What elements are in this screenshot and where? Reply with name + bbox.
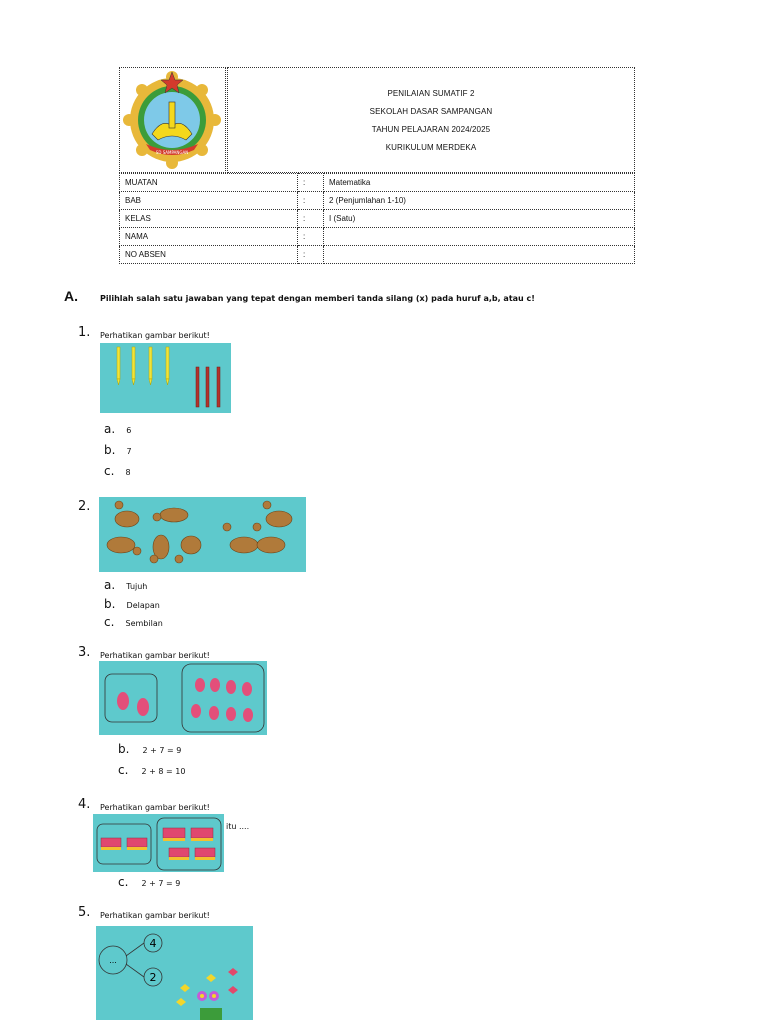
option-letter: b.	[104, 597, 116, 611]
option-b[interactable]	[118, 738, 181, 757]
rabbits-image	[99, 661, 267, 735]
row-sep: :	[298, 192, 324, 210]
row-sep: :	[298, 246, 324, 264]
pencils-illustration	[100, 343, 231, 413]
question-number: 4.	[78, 797, 91, 812]
option-letter: c.	[104, 464, 115, 478]
books-illustration	[93, 814, 224, 872]
option-c[interactable]	[104, 611, 163, 630]
option-letter: c.	[118, 763, 129, 777]
part-bottom-value: 2	[149, 971, 157, 984]
absen-field[interactable]	[324, 246, 635, 264]
butterflies-and-flowers	[176, 968, 238, 1020]
option-value: 2 + 7 = 9	[141, 879, 181, 888]
option-letter: a.	[104, 578, 116, 592]
section-letter: A.	[64, 288, 78, 304]
question-number: 1.	[78, 325, 91, 340]
question-number: 5.	[78, 905, 91, 920]
question-text: Perhatikan gambar berikut!	[100, 803, 210, 812]
row-label: BAB	[120, 192, 298, 210]
question-number: 3.	[78, 645, 91, 660]
option-value: 2 + 7 = 9	[142, 746, 182, 755]
option-a[interactable]	[104, 418, 131, 437]
ducks-illustration	[99, 497, 306, 572]
rabbits-illustration	[99, 661, 267, 735]
logo-text: SD SAMPANGAN	[155, 150, 189, 155]
table-row	[120, 246, 635, 264]
title-line: TAHUN PELAJARAN 2024/2025	[371, 124, 491, 134]
option-letter: c.	[104, 615, 115, 629]
option-letter: a.	[104, 422, 116, 436]
pencils-image	[100, 343, 231, 413]
school-logo-icon	[120, 68, 225, 172]
option-b[interactable]	[104, 439, 132, 458]
table-row	[120, 228, 635, 246]
question-text: Perhatikan gambar berikut!	[100, 651, 210, 660]
row-sep: :	[298, 210, 324, 228]
table-row	[120, 192, 635, 210]
part-top-value: 4	[149, 937, 157, 950]
row-sep: :	[298, 228, 324, 246]
header-table	[119, 67, 635, 270]
row-value: 2 (Penjumlahan 1-10)	[324, 192, 635, 210]
table-row	[120, 210, 635, 228]
option-value: Sembilan	[125, 619, 163, 628]
name-field[interactable]	[324, 228, 635, 246]
school-logo-cell	[119, 67, 226, 173]
option-c[interactable]	[118, 871, 180, 890]
question-text: Perhatikan gambar berikut!	[100, 911, 210, 920]
option-letter: b.	[104, 443, 116, 457]
title-line: KURIKULUM MERDEKA	[385, 142, 477, 152]
question-text: Perhatikan gambar berikut!	[100, 331, 210, 340]
header-title-block	[227, 67, 635, 173]
title-line: PENILAIAN SUMATIF 2	[387, 88, 475, 98]
option-value: 8	[125, 468, 131, 477]
option-value: Tujuh	[126, 582, 148, 591]
books-image	[93, 814, 224, 872]
number-bond-image	[96, 926, 253, 1020]
question-number: 2.	[78, 499, 91, 514]
section-instruction: Pilihlah salah satu jawaban yang tepat dengan memberi tanda silang (x) pada huruf a,b, atau c!	[100, 294, 535, 303]
row-label: NO ABSEN	[120, 246, 298, 264]
option-letter: c.	[118, 875, 129, 889]
question-partial-text: itu ....	[226, 822, 250, 831]
row-label: MUATAN	[120, 174, 298, 192]
number-bond-diagram	[96, 926, 253, 1020]
row-sep: :	[298, 174, 324, 192]
title-line: SEKOLAH DASAR SAMPANGAN	[369, 106, 493, 116]
option-value: 7	[126, 447, 132, 456]
option-a[interactable]	[104, 574, 147, 593]
row-label: KELAS	[120, 210, 298, 228]
row-value: I (Satu)	[324, 210, 635, 228]
row-value: Matematika	[324, 174, 635, 192]
option-value: 6	[126, 426, 132, 435]
option-b[interactable]	[104, 593, 160, 612]
ducks-image	[99, 497, 306, 572]
option-value: 2 + 8 = 10	[141, 767, 186, 776]
option-c[interactable]	[104, 460, 131, 479]
option-value: Delapan	[126, 601, 160, 610]
table-row	[120, 174, 635, 192]
whole-value: ...	[109, 956, 117, 965]
option-letter: b.	[118, 742, 130, 756]
identity-table	[119, 173, 635, 264]
row-label: NAMA	[120, 228, 298, 246]
option-c[interactable]	[118, 759, 185, 778]
